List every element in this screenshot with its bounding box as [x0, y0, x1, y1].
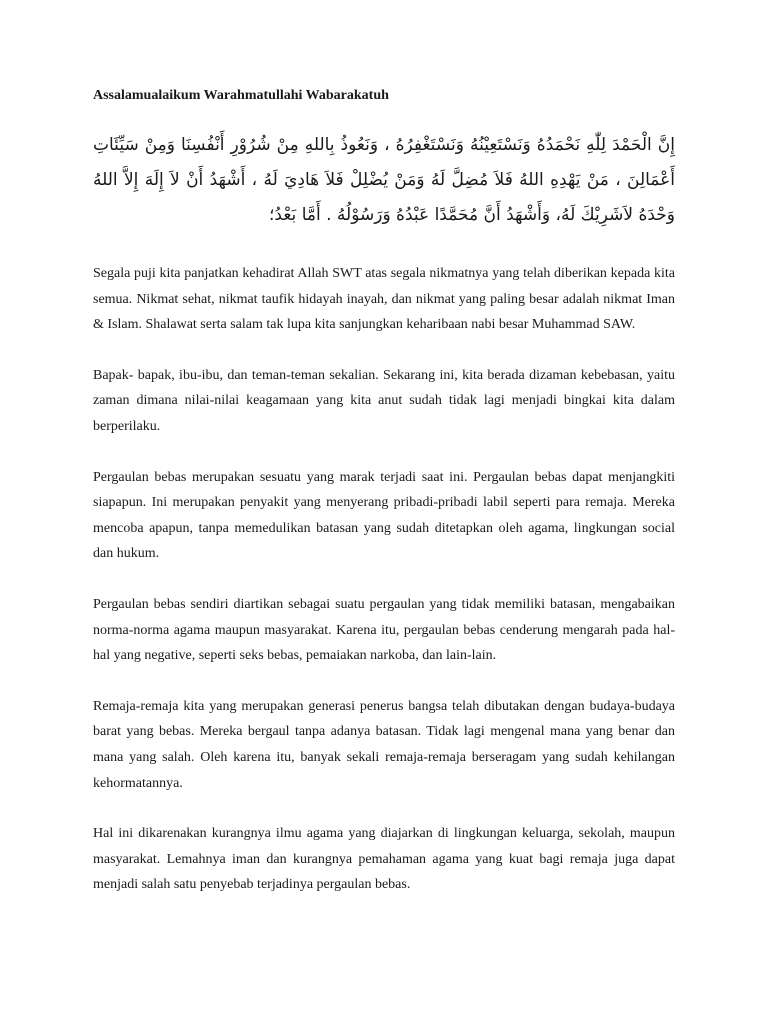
document-page: [93, 86, 675, 923]
paragraph: Remaja-remaja kita yang merupakan generasi penerus bangsa telah dibutakan dengan budaya-budaya barat yang bebas. Mereka bergaul tanpa adanya batasan. Tidak lagi mengenal mana yang benar dan mana yang salah. Oleh karena itu, banyak sekali remaja-remaja berseragam yang sudah kehilangan kehormatannya.: [93, 698, 675, 791]
paragraph: Hal ini dikarenakan kurangnya ilmu agama yang diajarkan di lingkungan keluarga, sekolah, maupun masyarakat. Lemahnya iman dan kurangnya pemahaman agama yang kuat bagi remaja juga dapat menjadi salah satu penyebab terjadinya pergaulan bebas.: [93, 826, 675, 893]
arabic-opening: إِنَّ الْحَمْدَ لِلّٰهِ نَحْمَدُهُ وَنَسْتَعِيْنُهُ وَنَسْتَغْفِرُهُ ، وَنَعُوذُ بِاللهِ مِنْ شُرُوْرِ أَنْفُسِنَا وَمِنْ سَيِّئَاتِ أَعْمَالِنَ ، مَنْ يَهْدِهِ اللهُ فَلاَ مُضِلَّ لَهُ وَمَنْ يُضْلِلْ فَلاَ هَادِيَ لَهُ ، أَشْهَدُ أَنْ لاَ إِلَهَ إِلاَّ اللهُ وَحْدَهُ لاَشَرِيْكَ لَهُ، وَأَشْهَدُ أَنَّ مُحَمَّدًا عَبْدُهُ وَرَسُوْلُهُ . أَمَّا بَعْدُ؛: [93, 135, 675, 225]
paragraph: Pergaulan bebas merupakan sesuatu yang marak terjadi saat ini. Pergaulan bebas dapat menjangkiti siapapun. Ini merupakan penyakit yang menyerang pribadi-pribadi labil seperti para remaja. Mereka mencoba apapun, tanpa memedulikan batasan yang sudah ditetapkan oleh agama, lingkungan social dan hukum.: [93, 469, 675, 562]
greeting-heading: Assalamualaikum Warahmatullahi Wabarakatuh: [93, 88, 389, 103]
paragraph: Pergaulan bebas sendiri diartikan sebagai suatu pergaulan yang tidak memiliki batasan, mengabaikan norma-norma agama maupun masyarakat. Karena itu, pergaulan bebas cenderung mengarah pada hal-hal yang negative, seperti seks bebas, pemaiakan narkoba, dan lain-lain.: [93, 596, 675, 664]
paragraph: Segala puji kita panjatkan kehadirat Allah SWT atas segala nikmatnya yang telah diberikan kepada kita semua. Nikmat sehat, nikmat taufik hidayah inayah, dan nikmat yang paling besar adalah nikmat Iman & Islam. Shalawat serta salam tak lupa kita sanjungkan keharibaan nabi besar Muhammad SAW.: [93, 266, 675, 333]
paragraph: Bapak- bapak, ibu-ibu, dan teman-teman sekalian. Sekarang ini, kita berada dizaman kebebasan, yaitu zaman dimana nilai-nilai keagamaan yang kita anut sudah tidak lagi menjadi bingkai kita dalam berperilaku.: [93, 367, 675, 434]
